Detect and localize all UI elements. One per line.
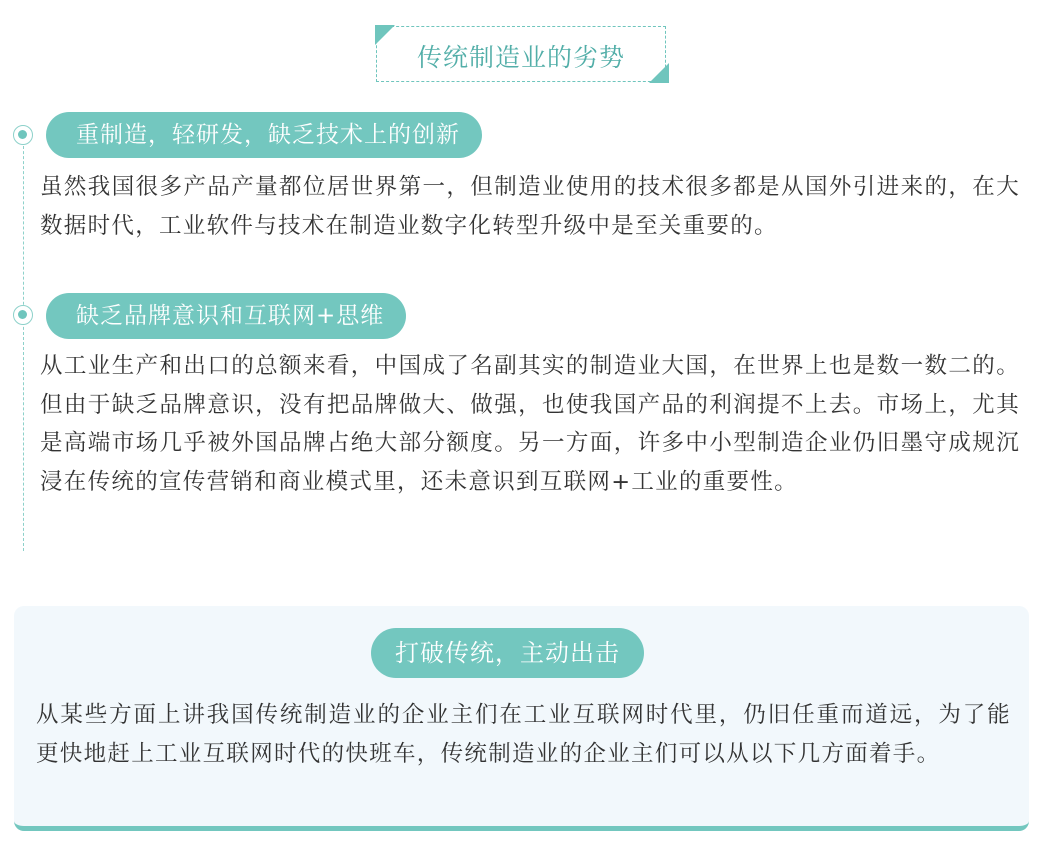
page-title: 传统制造业的劣势 (416, 43, 625, 72)
timeline-dot-icon (13, 125, 33, 145)
timeline-line (23, 136, 24, 551)
section-body-1: 虽然我国很多产品产量都位居世界第一，但制造业使用的技术很多都是从国外引进来的，在大数据时代，工业软件与技术在制造业数字化转型升级中是至关重要的。 (40, 174, 1020, 239)
section-heading-2: 缺乏品牌意识和互联网+思维 (46, 293, 406, 339)
timeline-dot-icon (13, 305, 33, 325)
summary-panel (14, 606, 1029, 831)
section-title-frame (376, 26, 666, 82)
section-heading-1: 重制造，轻研发，缺乏技术上的创新 (46, 112, 482, 158)
panel-heading: 打破传统，主动出击 (371, 628, 644, 678)
section-body-2: 从工业生产和出口的总额来看，中国成了名副其实的制造业大国，在世界上也是数一数二的。但由于缺乏品牌意识，没有把品牌做大、做强，也使我国产品的利润提不上去。市场上，尤其是高端市场几乎被外国品牌占绝大部分额度。另一方面，许多中小型制造企业仍旧墨守成规沉浸在传统的宣传营销和商业模式里，还未意识到互联网+工业的重要性。 (40, 353, 1020, 495)
panel-body: 从某些方面上讲我国传统制造业的企业主们在工业互联网时代里，仍旧任重而道远，为了能更快地赶上工业互联网时代的快班车，传统制造业的企业主们可以从以下几方面着手。 (36, 702, 1011, 767)
